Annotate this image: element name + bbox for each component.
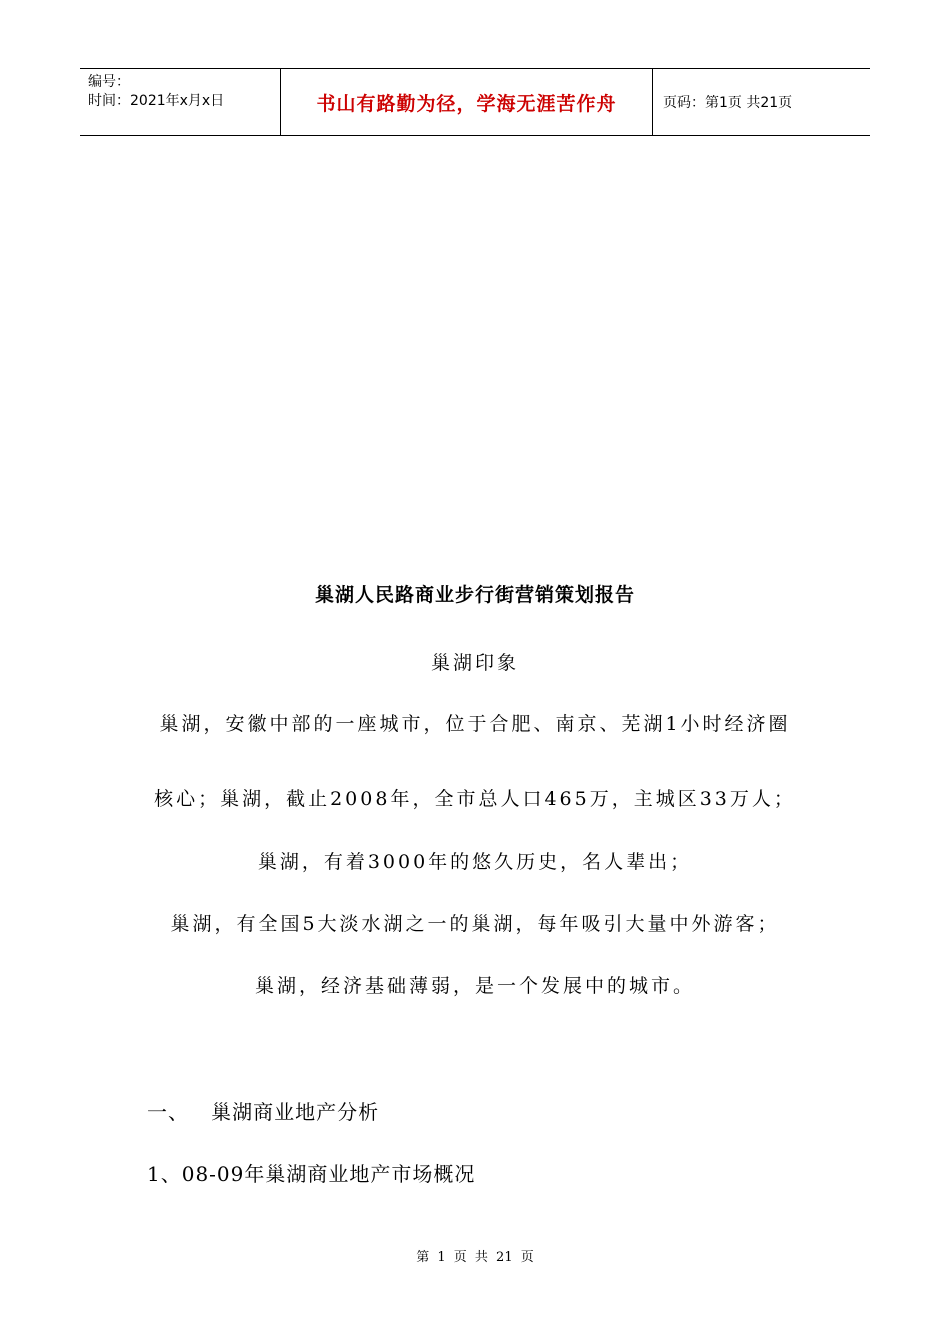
section-heading: 一、 巢湖商业地产分析	[147, 1100, 380, 1124]
document-date: 时间：2021年x月x日	[88, 93, 225, 109]
page-footer: 第 1 页 共 21 页	[416, 1250, 534, 1265]
intro-line: 巢湖，经济基础薄弱，是一个发展中的城市。	[254, 975, 695, 997]
header-motto: 书山有路勤为径，学海无涯苦作舟	[281, 69, 653, 135]
intro-line: 巢湖，安徽中部的一座城市，位于合肥、南京、芜湖1小时经济圈	[159, 713, 791, 735]
intro-line: 巢湖，有全国5大淡水湖之一的巢湖，每年吸引大量中外游客；	[170, 913, 780, 935]
page-header-table	[80, 68, 870, 136]
header-page-info: 页码：第1页 共21页	[663, 95, 793, 111]
document-title: 巢湖人民路商业步行街营销策划报告	[314, 584, 635, 606]
subsection-heading: 1、08-09年巢湖商业地产市场概况	[147, 1162, 476, 1186]
intro-line: 核心；巢湖，截止2008年，全市总人口465万，主城区33万人；	[154, 788, 796, 810]
document-subtitle: 巢湖印象	[430, 652, 519, 674]
header-meta-cell	[80, 69, 281, 135]
intro-line: 巢湖，有着3000年的悠久历史，名人辈出；	[257, 851, 693, 873]
document-number-label: 编号：	[88, 74, 130, 90]
